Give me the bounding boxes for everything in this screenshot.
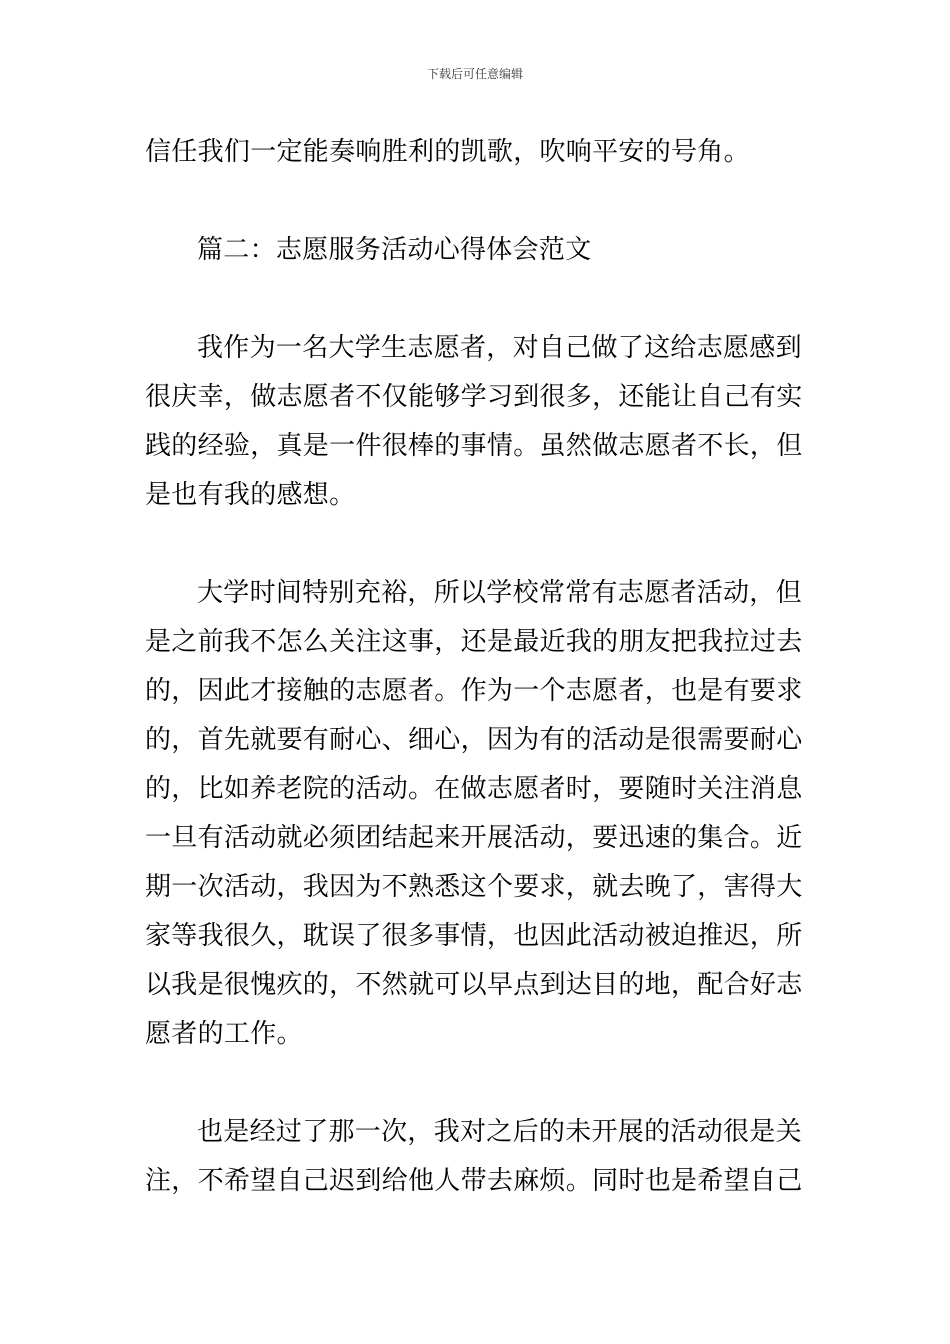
- paragraph-intro: [145, 324, 805, 520]
- text-line: 大学时间特别充裕，所以学校常常有志愿者活动，但: [197, 578, 802, 608]
- section-heading: [145, 226, 805, 275]
- paragraph-gap: [145, 275, 805, 324]
- paragraph-reflection: [145, 1108, 805, 1206]
- text-line: 的，因此才接触的志愿者。作为一个志愿者，也是有要求: [145, 676, 803, 706]
- text-line: 的，首先就要有耐心、细心，因为有的活动是很需要耐心: [145, 725, 803, 755]
- text-line: 是之前我不怎么关注这事，还是最近我的朋友把我拉过去: [145, 627, 803, 657]
- page-header: 下载后可任意编辑: [426, 67, 523, 81]
- text-line: 一旦有活动就必须团结起来开展活动，要迅速的集合。近: [145, 823, 803, 853]
- text-line: 我作为一名大学生志愿者，对自己做了这给志愿感到: [197, 333, 802, 363]
- text-line: 愿者的工作。: [145, 1019, 303, 1049]
- text-line: 的，比如养老院的活动。在做志愿者时，要随时关注消息: [145, 774, 803, 804]
- paragraph-gap: [145, 520, 805, 569]
- text-line: 很庆幸，做志愿者不仅能够学习到很多，还能让自己有实: [145, 382, 803, 412]
- paragraph-gap: [145, 1059, 805, 1108]
- text-line: 以我是很愧疚的，不然就可以早点到达目的地，配合好志: [145, 970, 803, 1000]
- paragraph-continuation: [145, 128, 805, 177]
- paragraph-experience: [145, 569, 805, 1059]
- text-line: 期一次活动，我因为不熟悉这个要求，就去晚了，害得大: [145, 872, 803, 902]
- text-line: 家等我很久，耽误了很多事情，也因此活动被迫推迟，所: [145, 921, 803, 951]
- text-line: 注，不希望自己迟到给他人带去麻烦。同时也是希望自己: [145, 1166, 803, 1196]
- text-line: 践的经验，真是一件很棒的事情。虽然做志愿者不长，但: [145, 431, 803, 461]
- paragraph-gap: [145, 177, 805, 226]
- text-line: 是也有我的感想。: [145, 480, 356, 510]
- document-body: [145, 128, 805, 1206]
- text-line: 也是经过了那一次，我对之后的未开展的活动很是关: [197, 1117, 802, 1147]
- text-line: 信任我们一定能奏响胜利的凯歌，吹响平安的号角。: [145, 137, 750, 167]
- heading-line: 篇二：志愿服务活动心得体会范文: [197, 235, 592, 265]
